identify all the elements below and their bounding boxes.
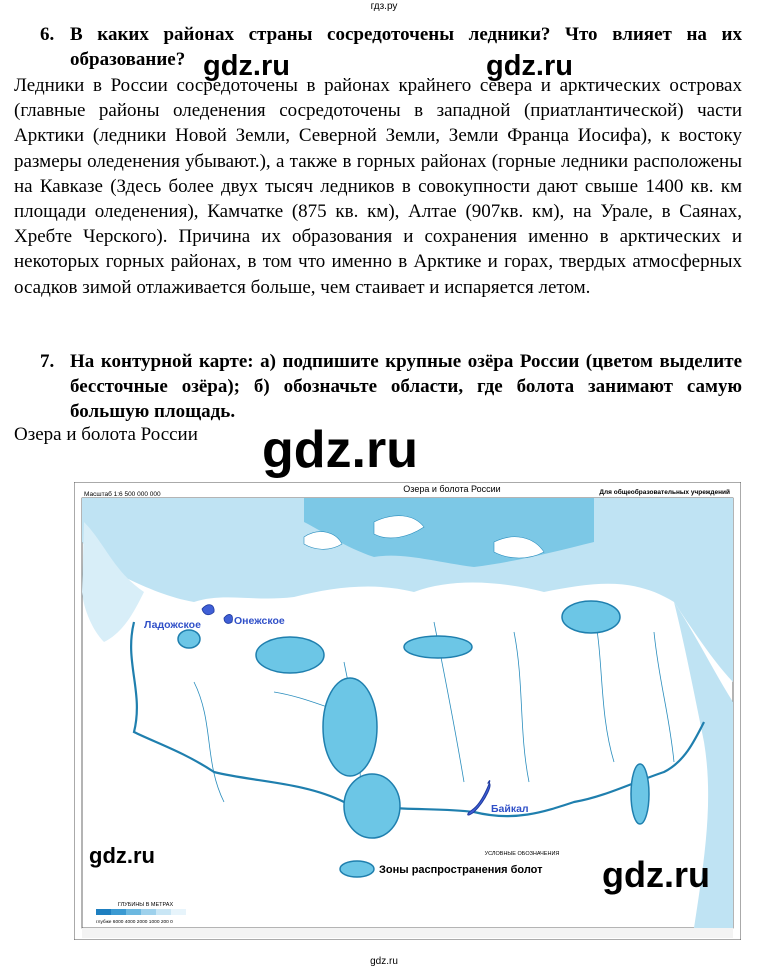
watermark: gdz.ru xyxy=(602,854,710,895)
lake-label-onega: Онежское xyxy=(234,615,285,627)
question-6 xyxy=(14,22,742,72)
lake-label-baikal: Байкал xyxy=(491,803,529,815)
watermark: gdz.ru xyxy=(89,843,155,868)
question-7-text: На контурной карте: а) подпишите крупные озёра России (цветом выделите бессточные озёра); б) обозначьте области, где болота занимают самую большую площадь. xyxy=(70,351,742,422)
legend-heading: УСЛОВНЫЕ ОБОЗНАЧЕНИЯ xyxy=(484,851,560,857)
question-7 xyxy=(14,349,742,424)
depth-values: глубже 6000 4000 2000 1000 200 0 xyxy=(96,920,173,925)
question-6-text: В каких районах страны сосредоточены ледники? Что влияет на их образование? xyxy=(70,24,742,70)
answer-6: Ледники в России сосредоточены в районах крайнего севера и арктических островах (главные районы оледенения сосредоточены в западной (приатлантической) части Арктики (ледники Новой Земли, Северной Земли, Земли Франца Иосифа), к востоку размеры оледенения убывают.), а также в горных районах (горные ледники расположены на Кавказе (Здесь более двух тысяч ледников в совокупности дают свыше 1400 кв. км площади оледенения), Камчатке (875 кв. км), Алтае (907кв. км), на Урале, в Саянах, Хребте Черского). Причина их образования и сохранения именно в арктических и некоторых горных районах, в том что именно в Арктике и горах, твердых атмосферных осадков зимой отлаживается больше, чем стаивает и испаряется летом. xyxy=(14,75,742,298)
map-note: Для общеобразовательных учреждений xyxy=(599,489,730,496)
map-scale: Масштаб 1:6 500 000 000 xyxy=(84,491,161,498)
depth-heading: ГЛУБИНЫ В МЕТРАХ xyxy=(118,902,174,908)
question-6-number: 6. xyxy=(40,24,55,45)
legend-swamp-label: Зоны распространения болот xyxy=(379,864,543,876)
legend-swamp-symbol xyxy=(340,861,374,877)
lake-label-ladoga: Ладожское xyxy=(144,619,201,631)
watermark: gdz.ru xyxy=(203,50,290,82)
page-header: гдз.ру xyxy=(370,1,398,12)
map-title: Озера и болота России xyxy=(403,484,501,494)
page-footer: gdz.ru xyxy=(370,956,398,967)
watermark: gdz.ru xyxy=(486,50,573,82)
watermark: gdz.ru xyxy=(262,421,418,479)
question-7-number: 7. xyxy=(40,351,55,372)
map-caption: Озера и болота России xyxy=(14,424,198,445)
